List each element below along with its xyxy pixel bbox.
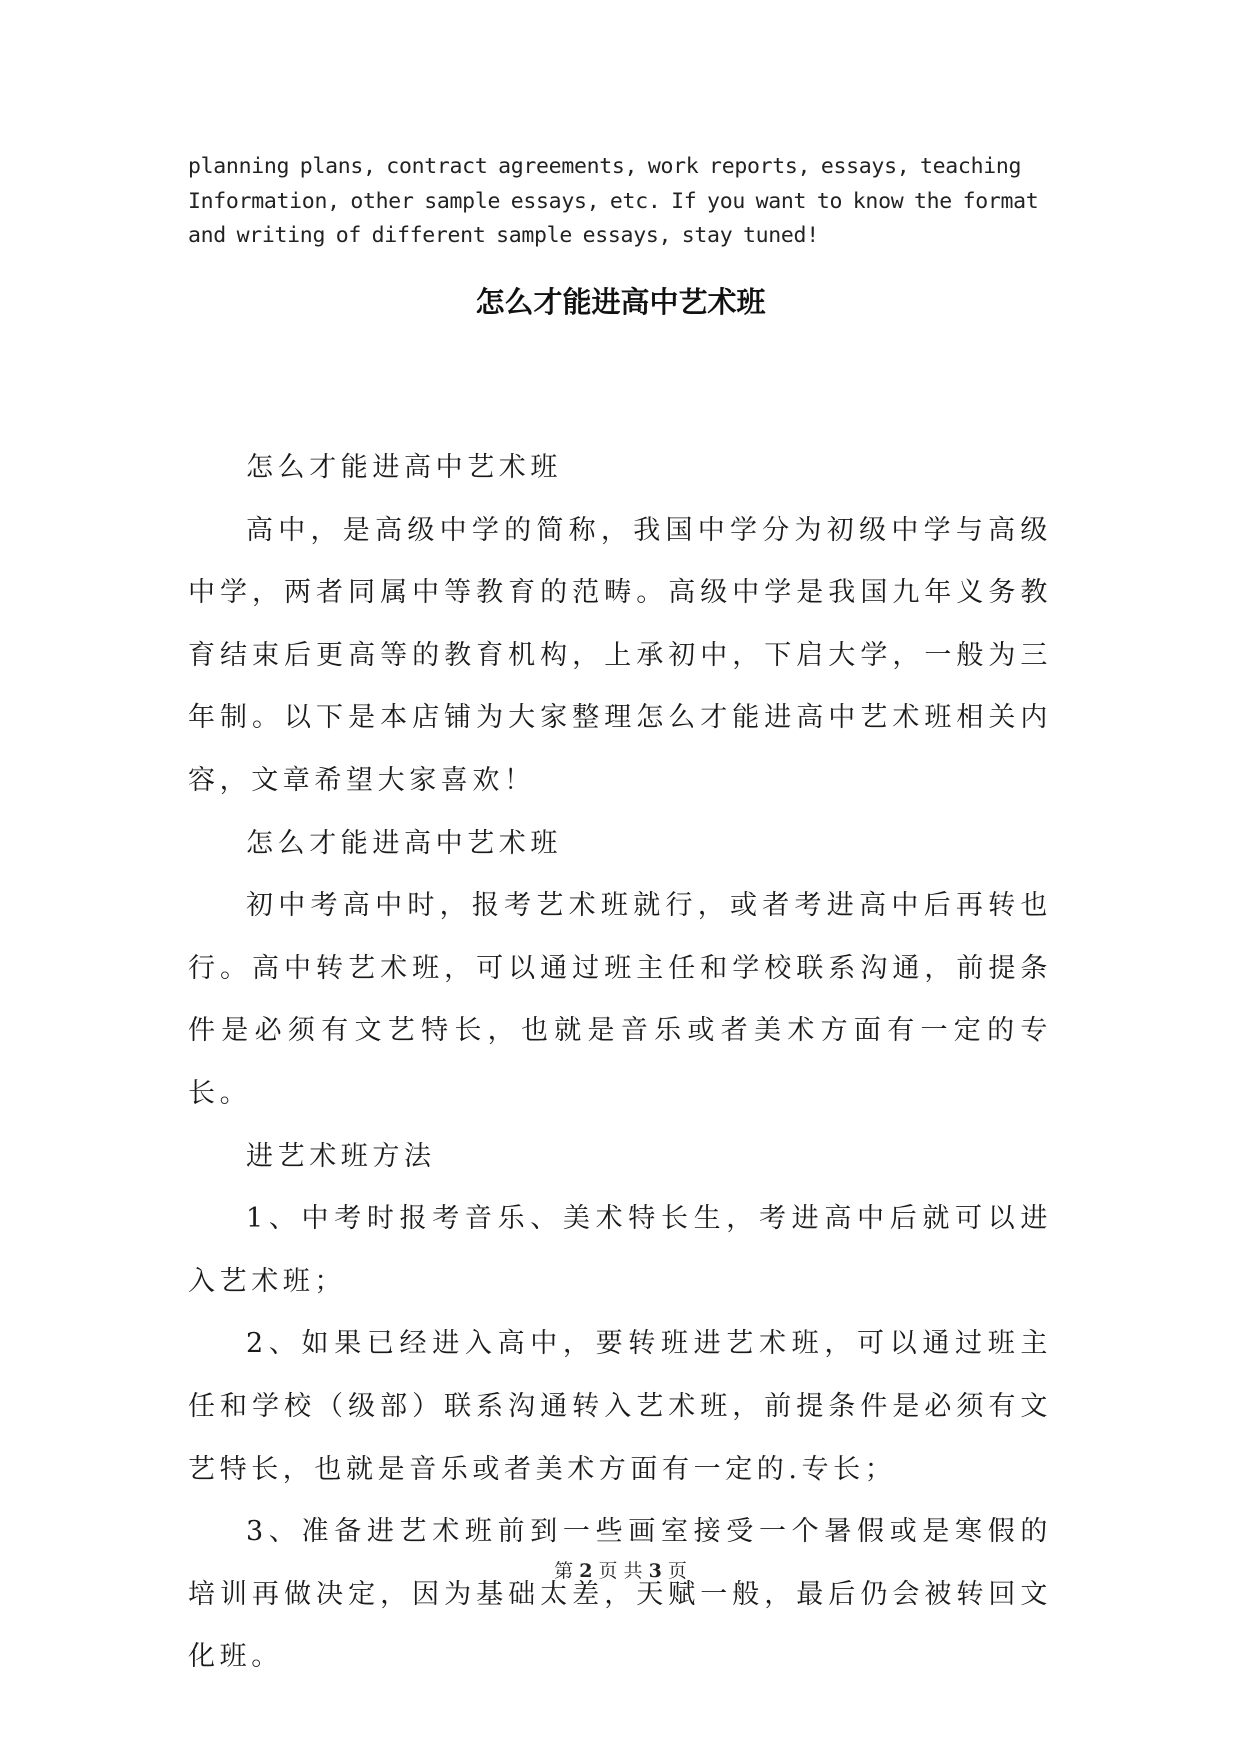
list-item: 2、如果已经进入高中，要转班进艺术班，可以通过班主任和学校（级部）联系沟通转入艺术班，前提条件是必须有文艺特长，也就是音乐或者美术方面有一定的.专长； (188, 1328, 1052, 1485)
paragraph: 初中考高中时，报考艺术班就行，或者考进高中后再转也行。高中转艺术班，可以通过班主任和学校联系沟通，前提条件是必须有文艺特长，也就是音乐或者美术方面有一定的专长。 (188, 890, 1052, 1109)
current-page-number: 2 (579, 1560, 593, 1582)
intro-text: planning plans, contract agreements, work reports, essays, teaching Information, other sample essays, etc. If you want to know the format and writing of different sample essays, stay tuned! (188, 154, 1039, 248)
footer-prefix: 第 (554, 1560, 574, 1582)
paragraph: 高中，是高级中学的简称，我国中学分为初级中学与高级中学，两者同属中等教育的范畴。高级中学是我国九年义务教育结束后更高等的教育机构，上承初中，下启大学，一般为三年制。以下是本店铺为大家整理怎么才能进高中艺术班相关内容，文章希望大家喜欢！ (188, 514, 1052, 796)
paragraph-subheading: 进艺术班方法 (246, 1140, 436, 1172)
list-item: 1、中考时报考音乐、美术特长生，考进高中后就可以进入艺术班； (188, 1203, 1052, 1297)
paragraph-subheading: 怎么才能进高中艺术班 (246, 452, 562, 483)
page-title: 怎么才能进高中艺术班 (475, 285, 766, 319)
article-body (188, 437, 1052, 1689)
total-page-number: 3 (648, 1560, 662, 1582)
list-item: 3、准备进艺术班前到一些画室接受一个暑假或是寒假的培训再做决定，因为基础太差，天赋一般，最后仍会被转回文化班。 (188, 1516, 1052, 1673)
footer-middle: 页 共 (598, 1560, 643, 1582)
paragraph-subheading: 怎么才能进高中艺术班 (246, 827, 562, 859)
page-footer (0, 1558, 1241, 1584)
footer-suffix: 页 (667, 1560, 687, 1582)
